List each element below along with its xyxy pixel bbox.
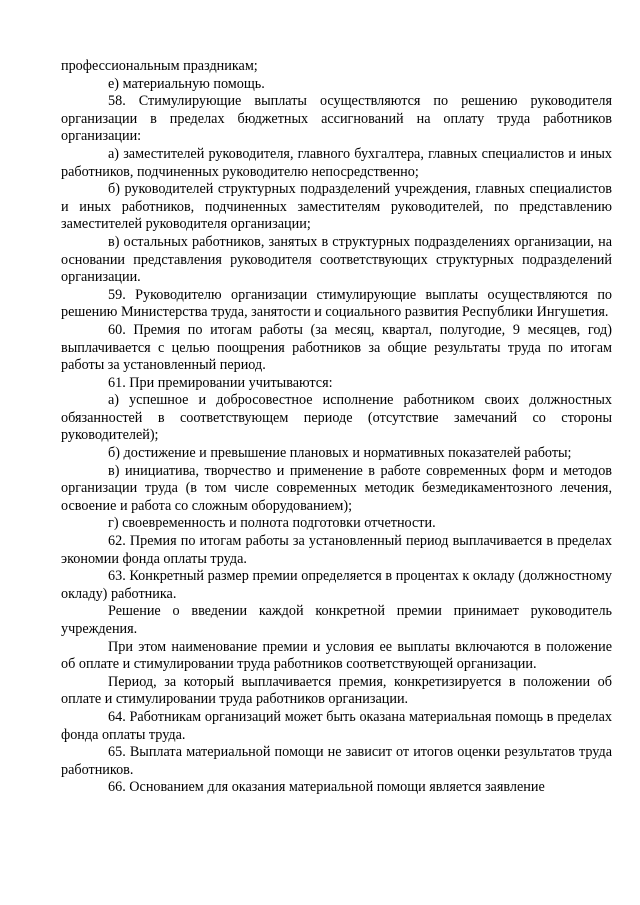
paragraph-58-b: б) руководителей структурных подразделений учреждения, главных специалистов и иных работников, подчиненных заместителям руководителей, по представлению заместителей руководителя организации;	[61, 181, 612, 233]
paragraph-64: 64. Работникам организаций может быть оказана материальная помощь в пределах фонда оплаты труда.	[61, 708, 612, 743]
document-page	[61, 58, 612, 797]
paragraph-60: 60. Премия по итогам работы (за месяц, квартал, полугодие, 9 месяцев, год) выплачивается с целью поощрения работников за общие результаты труда по итогам работы за установленный период.	[61, 321, 612, 374]
paragraph-61-v: в) инициатива, творчество и применение в работе современных форм и методов организации труда (в том числе современных методик безмедикаментозного лечения, освоение и работа со сложным оборудованием);	[61, 462, 612, 514]
paragraph-58-a: а) заместителей руководителя, главного бухгалтера, главных специалистов и иных работников, подчиненных руководителю непосредственно;	[61, 145, 612, 180]
paragraph-65: 65. Выплата материальной помощи не зависит от итогов оценки результатов труда работников.	[61, 744, 612, 778]
paragraph-61-b: б) достижение и превышение плановых и нормативных показателей работы;	[108, 445, 572, 462]
paragraph-item-e: е) материальную помощь.	[108, 75, 265, 92]
paragraph-61-a: а) успешное и добросовестное исполнение работником своих должностных обязанностей в соответствующем периоде (отсутствие замечаний со стороны руководителей);	[61, 392, 612, 444]
paragraph-62: 62. Премия по итогам работы за установленный период выплачивается в пределах экономии фонда оплаты труда.	[61, 533, 612, 567]
paragraph-63-period: Период, за который выплачивается премия, конкретизируется в положении об оплате и стимулировании труда работников организации.	[61, 673, 612, 708]
paragraph-63-decision: Решение о введении каждой конкретной премии принимает руководитель учреждения.	[61, 603, 612, 637]
paragraph-61: 61. При премировании учитываются:	[108, 374, 333, 391]
paragraph-66: 66. Основанием для оказания материальной помощи является заявление	[108, 779, 545, 796]
paragraph-63: 63. Конкретный размер премии определяется в процентах к окладу (должностному окладу) работника.	[61, 568, 612, 602]
paragraph-61-g: г) своевременность и полнота подготовки отчетности.	[108, 515, 436, 532]
paragraph-58: 58. Стимулирующие выплаты осуществляются по решению руководителя организации в пределах бюджетных ассигнований на оплату труда работников организации:	[61, 93, 612, 145]
paragraph-63-naming: При этом наименование премии и условия ее выплаты включаются в положение об оплате и стимулировании труда работников соответствующей организации.	[61, 638, 612, 673]
paragraph-continuation: профессиональным праздникам;	[61, 58, 258, 74]
paragraph-59: 59. Руководителю организации стимулирующие выплаты осуществляются по решению Министерства труда, занятости и социального развития Республики Ингушетия.	[61, 286, 612, 321]
paragraph-58-v: в) остальных работников, занятых в структурных подразделениях организации, на основании представления руководителя соответствующих структурных подразделений организации.	[61, 233, 612, 286]
